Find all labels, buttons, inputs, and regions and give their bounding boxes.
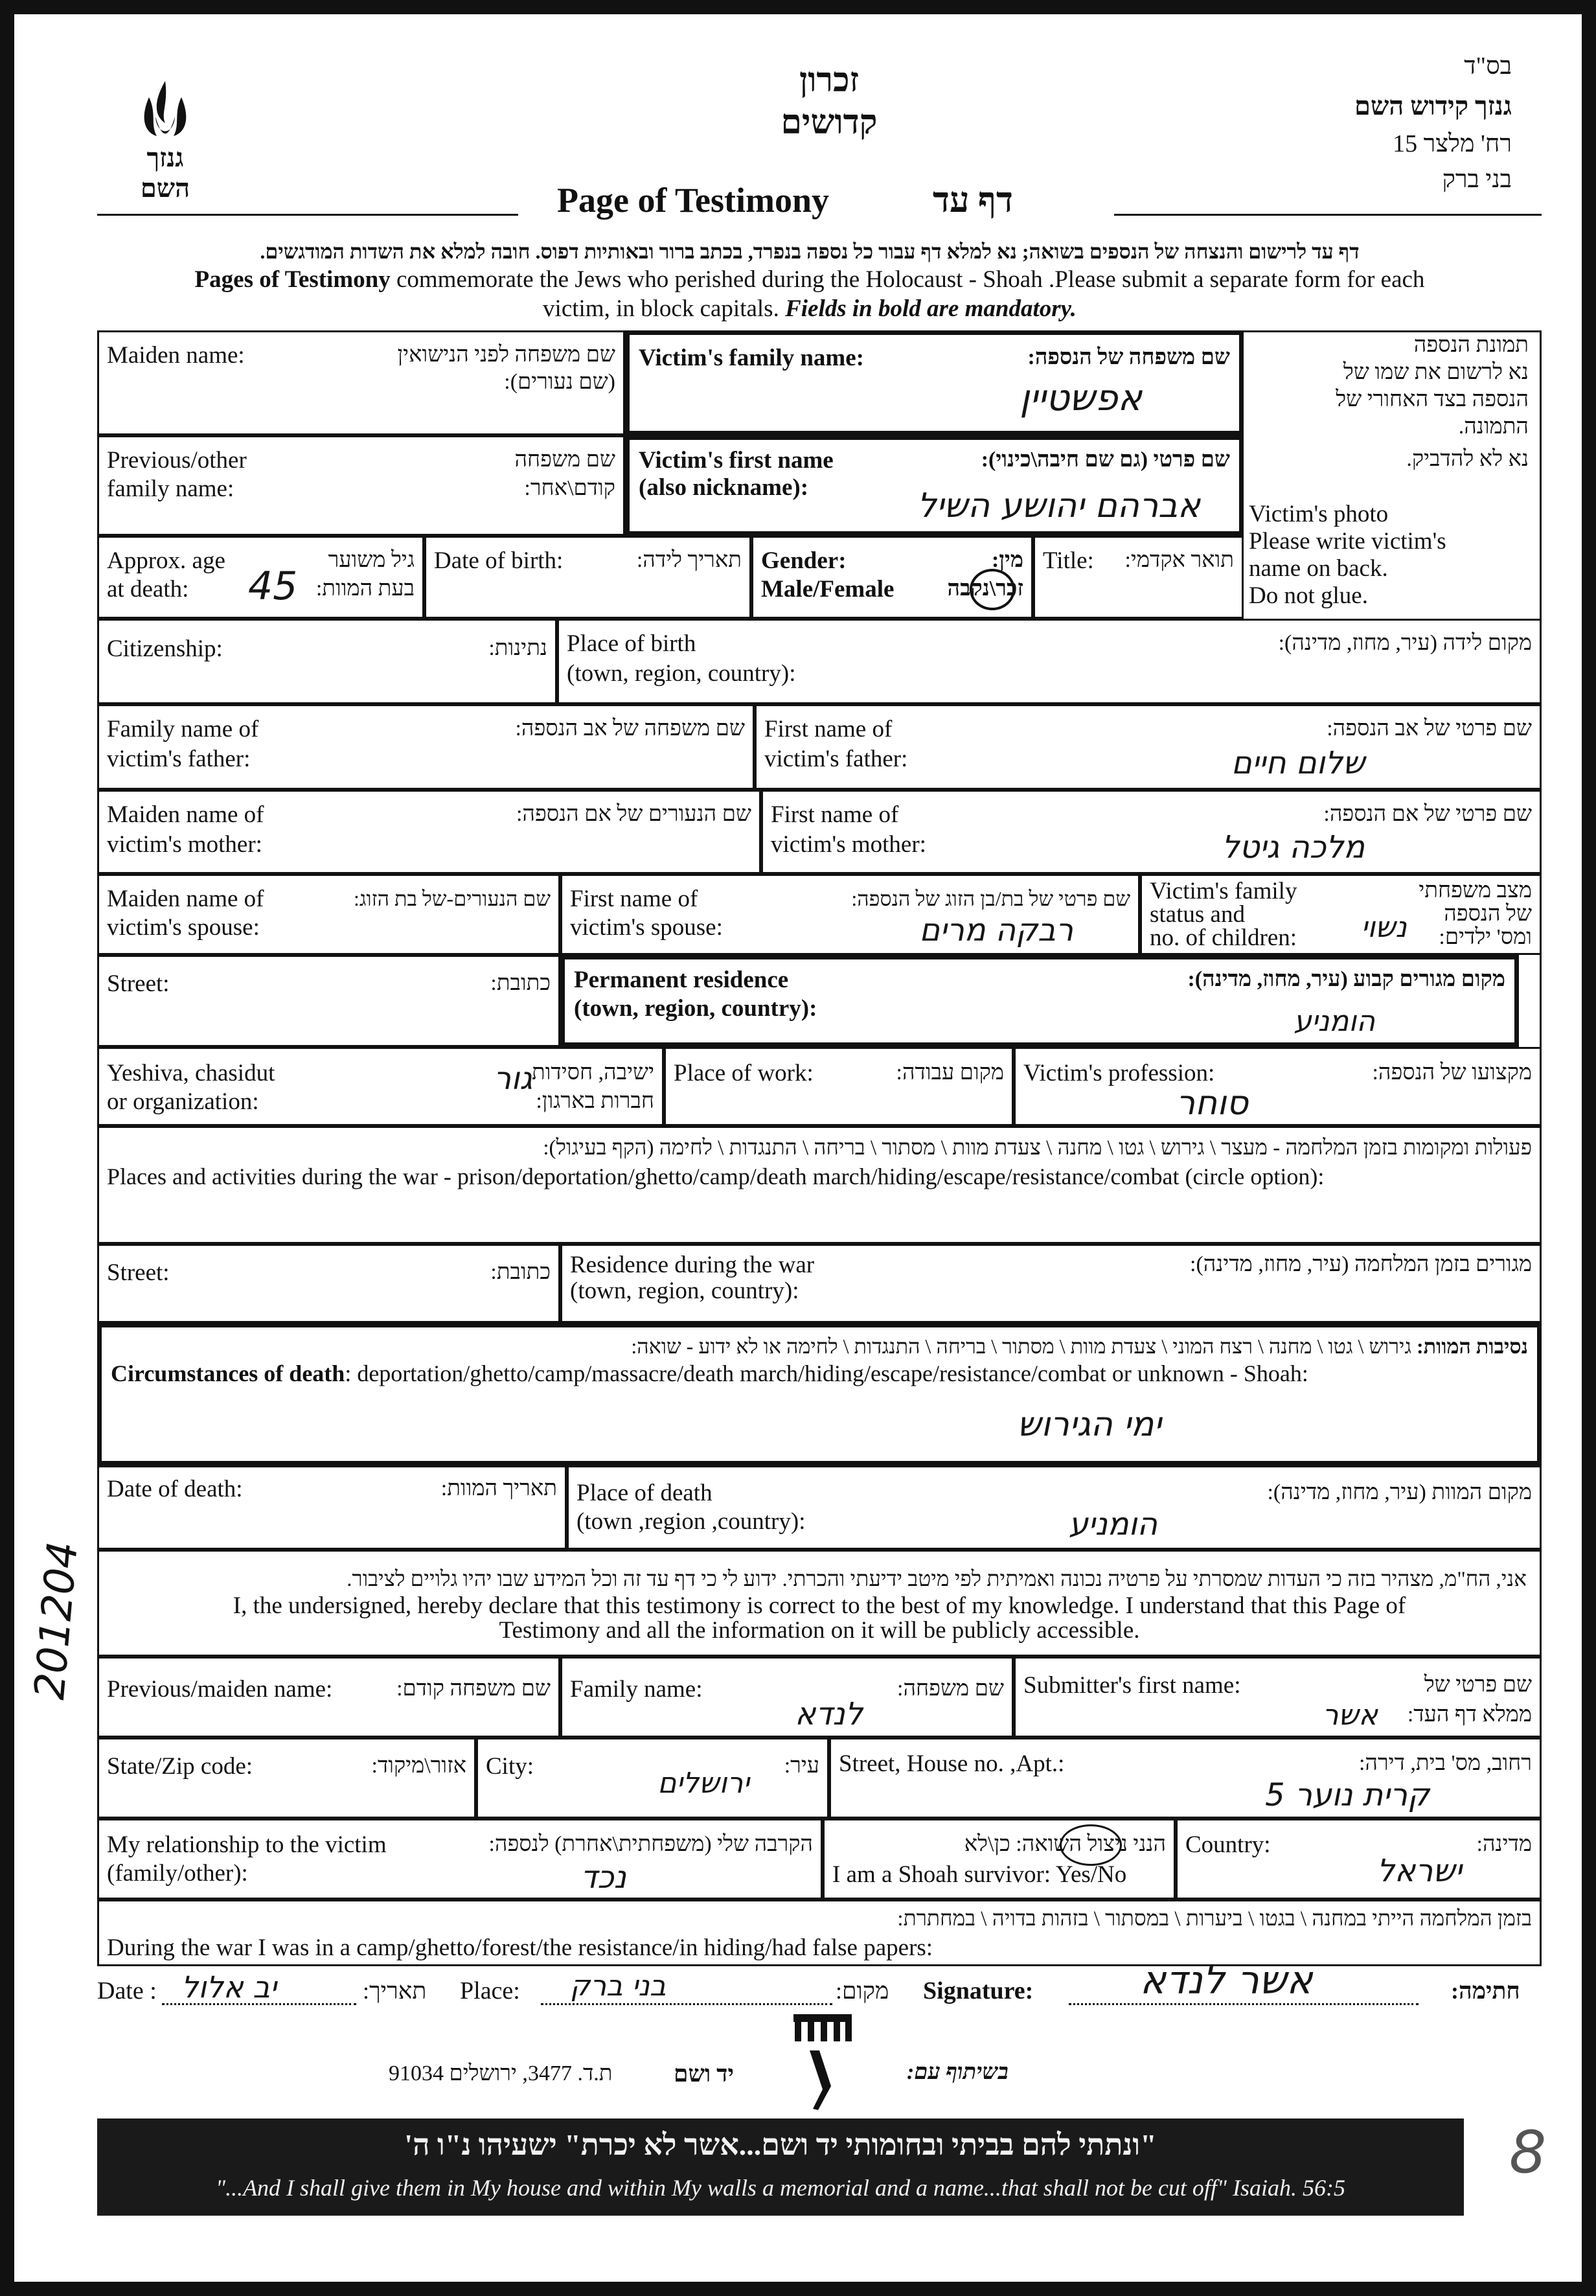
father-first-label-1: First name of [764, 716, 893, 742]
permanent-residence-label-2: (town, region, country): [574, 995, 817, 1022]
intro-english-line1 [97, 266, 1522, 293]
death-date-label-he: תאריך המוות: [440, 1476, 557, 1500]
yeshiva-label-2: or organization: [107, 1088, 259, 1115]
country-label-he: מדינה: [1476, 1832, 1532, 1856]
spouse-first-cell[interactable] [560, 874, 1140, 955]
submitter-street-cell[interactable] [829, 1738, 1542, 1819]
father-first-cell[interactable] [755, 704, 1542, 790]
submitter-family-label: Family name: [570, 1676, 703, 1703]
circumstances-label-rest: : deportation/ghetto/camp/massacre/death march/hiding/escape/resistance/combat or unknown - Shoah: [345, 1360, 1308, 1386]
maiden-name-label-he-1: שם משפחה לפני הנישואין [397, 343, 615, 367]
work-cell[interactable] [664, 1047, 1014, 1126]
war-residence-cell[interactable] [560, 1244, 1542, 1323]
relationship-cell[interactable] [97, 1819, 823, 1900]
photo-he-1: תמונת הנספה [1413, 333, 1529, 357]
previous-family-name-cell[interactable] [97, 435, 625, 536]
dob-label-he: תאריך לידה: [636, 548, 742, 572]
permanent-residence-cell[interactable] [560, 955, 1519, 1047]
victim-first-name-label-1: Victim's first name [639, 447, 834, 474]
yeshiva-label-he-2: חברות בארגון: [536, 1089, 654, 1113]
spouse-first-value[interactable]: רבקה מרים [919, 912, 1073, 948]
photo-en-4: Do not glue. [1249, 582, 1368, 609]
dob-label: Date of birth: [434, 547, 564, 574]
family-status-label-he-1: מצב משפחתי [1419, 878, 1532, 902]
submitter-prev-name-label-he: שם משפחה קודם: [396, 1677, 551, 1701]
survivor-circle-mark[interactable] [1060, 1824, 1122, 1866]
place-of-birth-label-2: (town, region, country): [567, 660, 796, 687]
maiden-name-label-he-2: (שם נעורים): [504, 370, 615, 394]
logo-text: גנזך השם [140, 143, 190, 203]
war-place-cell[interactable] [97, 1900, 1542, 1966]
circumstances-label-bold: Circumstances of death [111, 1360, 345, 1386]
father-family-label-2: victim's father: [107, 746, 251, 772]
age-value[interactable]: 45 [248, 564, 298, 609]
family-status-label-1: Victim's family [1150, 878, 1297, 904]
margin-note-right: 8 [1509, 2118, 1547, 2187]
country-cell[interactable] [1176, 1819, 1542, 1900]
war-place-label: During the war I was in a camp/ghetto/forest/the resistance/in hiding/had false papers: [107, 1934, 933, 1961]
header-zikaron-2: קדושים [781, 104, 878, 141]
father-first-label-he: שם פרטי של אב הנספה: [1327, 717, 1532, 740]
profession-label: Victim's profession: [1023, 1060, 1215, 1086]
death-place-label-2: (town ,region ,country): [576, 1508, 806, 1535]
father-family-label-1: Family name of [107, 716, 259, 742]
header-rule-left [97, 214, 518, 216]
activities-label-he: פעולות ומקומות בזמן המלחמה - מעצר \ גירוש \ גטו \ מחנה \ צעדת מוות \ מסתור \ בריחה \ התנגדות \ לחימה (הקף בעיגול): [543, 1136, 1532, 1160]
family-status-label-2: status and [1150, 901, 1245, 928]
submitter-prev-name-label: Previous/maiden name: [107, 1676, 333, 1703]
victim-family-name-label-he: שם משפחה של הנספה: [1027, 345, 1230, 369]
place-of-birth-cell[interactable] [557, 619, 1542, 704]
relationship-label-1: My relationship to the victim [107, 1831, 387, 1858]
death-place-cell[interactable] [567, 1465, 1542, 1550]
org-city: בני ברק [1442, 166, 1512, 193]
mother-first-value[interactable]: מלכה גיטל [1222, 829, 1365, 866]
submitter-first-cell[interactable] [1014, 1657, 1542, 1738]
margin-note-left: 201204 [26, 1539, 88, 1702]
photo-area[interactable] [1244, 330, 1542, 615]
zip-cell[interactable] [97, 1738, 476, 1819]
war-street-cell[interactable] [97, 1244, 560, 1323]
mother-maiden-label-he: שם הנעורים של אם הנספה: [516, 802, 751, 826]
yeshiva-label-he-1: ישיבה, חסידות [531, 1061, 654, 1085]
declaration-cell [97, 1550, 1542, 1657]
war-residence-label-2: (town, region, country): [570, 1278, 799, 1304]
spouse-first-label-1: First name of [570, 886, 698, 912]
age-label-he-2: בעת המוות: [315, 577, 415, 601]
signature-value[interactable]: אשר לנדא [1140, 1958, 1313, 2003]
zip-label-he: אזור\מיקוד: [371, 1754, 466, 1778]
submitter-street-label: Street, House no. ,Apt.: [839, 1751, 1065, 1777]
relationship-value[interactable]: נכד [580, 1859, 626, 1896]
photo-en-3: name on back. [1249, 555, 1388, 582]
intro-english-line2 [97, 295, 1522, 323]
death-place-label-he: מקום המוות (עיר, מחוז, מדינה): [1267, 1480, 1532, 1504]
place-value[interactable]: בני ברק [570, 1969, 667, 2003]
title-label: Title: [1043, 547, 1094, 574]
zip-label: State/Zip code: [107, 1753, 253, 1780]
profession-value[interactable]: סוחר [1176, 1084, 1248, 1123]
city-cell[interactable] [476, 1738, 829, 1819]
city-label: City: [486, 1753, 534, 1780]
war-street-label-he: כתובת: [490, 1260, 551, 1284]
spouse-maiden-label-2: victim's spouse: [107, 914, 260, 941]
survivor-label-he: הנני ניצול השואה: כן\לא [964, 1832, 1166, 1856]
signature-label-he: חתימה: [1451, 1978, 1520, 2004]
war-street-label: Street: [107, 1259, 170, 1286]
previous-family-label-he-2: קודם\אחר: [524, 476, 615, 500]
submitter-street-label-he: רחוב, מס' בית, דירה: [1358, 1751, 1532, 1775]
gender-label-1: Gender: [761, 547, 847, 574]
yad-vashem-name: יד ושם [674, 2061, 734, 2087]
death-place-value[interactable]: הומניע [1068, 1506, 1157, 1543]
country-value[interactable]: ישראל [1376, 1853, 1462, 1889]
logo [117, 78, 214, 203]
age-label-1: Approx. age [107, 547, 225, 574]
work-label: Place of work: [674, 1060, 814, 1086]
circumstances-label [111, 1360, 1308, 1388]
gender-label-he-2: זכר\נקבה [947, 577, 1023, 601]
banner-english: "...And I shall give them in My house and within My walls a memorial and a name...that shall not be cut off" Isaiah. 56:5 [215, 2175, 1346, 2201]
intro-english-line2-text: victim, in block capitals. [543, 295, 786, 322]
family-status-cell[interactable] [1140, 874, 1542, 955]
activities-label: Places and activities during the war - prison/deportation/ghetto/camp/death march/hiding/escape/resistance/combat (circle option): [107, 1164, 1325, 1189]
spouse-first-label-he: שם פרטי של בת/בן הזוג של הנספה: [851, 887, 1130, 910]
war-residence-label-1: Residence during the war [570, 1252, 815, 1278]
date-label-he: תאריך: [363, 1978, 427, 2004]
previous-family-label-1: Previous/other [107, 447, 247, 474]
circumstances-label-he-bold: נסיבות המוות: [1416, 1335, 1528, 1358]
mother-first-label-he: שם פרטי של אם הנספה: [1323, 802, 1532, 826]
father-family-cell[interactable] [97, 704, 755, 790]
submitter-family-cell[interactable] [560, 1657, 1014, 1738]
previous-family-label-2: family name: [107, 476, 234, 502]
intro-english-rest: commemorate the Jews who perished during the Holocaust - Shoah .Please submit a separate form for each [390, 266, 1425, 293]
age-cell[interactable] [97, 536, 424, 619]
death-date-cell[interactable] [97, 1465, 567, 1550]
yad-vashem-address: ת.ד. 3477, ירושלים 91034 [389, 2061, 613, 2085]
photo-he-2: נא לרשום את שמו של [1343, 360, 1529, 384]
place-of-birth-label-he: מקום לידה (עיר, מחוז, מדינה): [1278, 631, 1532, 655]
photo-he-3: הנספה בצד האחורי של [1336, 387, 1529, 411]
street-label: Street: [107, 970, 170, 997]
war-place-label-he: בזמן המלחמה הייתי במחנה \ בגטו \ ביערות \ במסתור \ בזהות בדויה \ במחתרת: [897, 1907, 1532, 1931]
family-status-value[interactable]: נשוי [1361, 911, 1407, 944]
mother-maiden-cell[interactable] [97, 790, 761, 874]
submitter-first-label-he-2: ממלא דף העד: [1407, 1703, 1532, 1727]
spouse-first-label-2: victim's spouse: [570, 914, 723, 941]
circumstances-cell[interactable] [97, 1323, 1542, 1465]
previous-family-label-he-1: שם משפחה [514, 448, 615, 472]
survivor-cell[interactable] [823, 1819, 1176, 1900]
maiden-name-label: Maiden name: [107, 342, 245, 369]
victim-first-name-value[interactable]: אברהם יהושע השיל [917, 487, 1200, 525]
submitter-first-label-he-1: שם פרטי של [1424, 1673, 1532, 1697]
mother-first-label-2: victim's mother: [771, 831, 926, 858]
victim-family-name-label: Victim's family name: [639, 345, 864, 371]
gender-circle-mark[interactable] [970, 569, 1015, 610]
place-of-birth-label-1: Place of birth [567, 630, 696, 657]
yeshiva-label-1: Yeshiva, chasidut [107, 1060, 275, 1086]
photo-en-2: Please write victim's [1249, 528, 1446, 555]
title-cell[interactable] [1033, 536, 1244, 619]
gender-label-2: Male/Female [761, 576, 895, 603]
circumstances-label-he [631, 1333, 1528, 1360]
maiden-name-cell[interactable] [97, 330, 625, 435]
header-zikaron-1: זכרון [799, 62, 859, 99]
death-date-label: Date of death: [107, 1476, 243, 1502]
submitter-family-label-he: שם משפחה: [897, 1677, 1004, 1701]
submitter-first-value[interactable]: אשר [1322, 1699, 1378, 1732]
page-title: Page of Testimony [557, 181, 830, 220]
age-label-he-1: גיל משוער [328, 548, 415, 572]
permanent-residence-value[interactable]: הומניע [1294, 1005, 1375, 1038]
citizenship-label-he: נתינות: [488, 636, 547, 660]
permanent-residence-label-1: Permanent residence [574, 967, 789, 993]
family-status-label-3: no. of children: [1150, 924, 1297, 951]
circumstances-value[interactable]: ימי הגירוש [1017, 1405, 1161, 1444]
place-label-he: מקום: [836, 1978, 889, 2004]
citizenship-cell[interactable] [97, 619, 557, 704]
header-bsd: בס"ד [1464, 52, 1512, 80]
intro-mandatory-note: Fields in bold are mandatory. [785, 295, 1077, 322]
victim-family-name-value[interactable]: אפשטיין [1020, 377, 1142, 419]
victim-family-name-cell[interactable] [625, 330, 1244, 435]
city-value[interactable]: ירושלים [657, 1767, 749, 1800]
spouse-maiden-label-he: שם הנעורים-של בת הזוג: [354, 887, 551, 910]
quote-banner [97, 2118, 1464, 2216]
org-address: רח' מלצר 15 [1393, 130, 1512, 157]
family-status-label-he-3: ומס' ילדים: [1439, 925, 1532, 949]
family-status-label-he-2: של הנספה [1444, 902, 1532, 926]
submitter-first-label: Submitter's first name: [1023, 1672, 1241, 1699]
submitter-prev-name-cell[interactable] [97, 1657, 560, 1738]
spouse-maiden-label-1: Maiden name of [107, 886, 264, 912]
photo-he-5: נא לא להדביק. [1406, 447, 1529, 471]
place-label: Place: [460, 1977, 520, 2004]
survivor-label: I am a Shoah survivor: Yes/No [832, 1861, 1127, 1888]
intro-english-bold: Pages of Testimony [194, 266, 391, 293]
city-label-he: עיר: [784, 1754, 819, 1778]
signature-label: Signature: [923, 1977, 1034, 2004]
street-cell[interactable] [97, 955, 560, 1047]
activities-cell[interactable] [97, 1126, 1542, 1244]
yad-vashem-logo [781, 2012, 865, 2115]
photo-he-4: התמונה. [1458, 415, 1529, 439]
mother-maiden-label-2: victim's mother: [107, 831, 262, 858]
org-name: גנזך קידוש השם [1354, 91, 1512, 121]
relationship-label-he: הקרבה שלי (משפחתית\אחרת) לנספה: [488, 1832, 813, 1856]
photo-en-1: Victim's photo [1249, 501, 1389, 527]
date-value[interactable]: יב אלול [181, 1969, 277, 2004]
father-first-label-2: victim's father: [764, 746, 908, 772]
date-label: Date : [97, 1977, 157, 2004]
page-title-hebrew: דף עד [933, 181, 1013, 220]
declaration-english-2: Testimony and all the information on it will be publicly accessible. [499, 1617, 1140, 1644]
title-label-he: תואר אקדמי: [1124, 548, 1234, 572]
death-place-label-1: Place of death [576, 1480, 712, 1506]
father-first-value[interactable]: שלום חיים [1231, 745, 1365, 781]
gender-label-he-1: מין: [991, 548, 1023, 572]
circumstances-label-he-rest: גירוש \ גטו \ מחנה \ רצח המוני \ צעדת מוות \ מסתור \ בריחה \ התנגדות \ לחימה או לא ידוע - שואה: [631, 1335, 1417, 1358]
gender-cell[interactable] [751, 536, 1033, 619]
country-label: Country: [1185, 1831, 1271, 1858]
street-label-he: כתובת: [490, 971, 551, 995]
victim-first-name-label-2: (also nickname): [639, 474, 809, 501]
declaration-english-1: I, the undersigned, hereby declare that this testimony is correct to the best of my knowledge. I understand that this Page of [233, 1592, 1406, 1619]
spouse-maiden-cell[interactable] [97, 874, 560, 955]
yeshiva-cell[interactable] [97, 1047, 664, 1126]
submitter-family-value[interactable]: לנדא [795, 1696, 863, 1732]
father-family-label-he: שם משפחה של אב הנספה: [515, 717, 745, 740]
profession-label-he: מקצועו של הנספה: [1372, 1061, 1532, 1085]
permanent-residence-label-he: מקום מגורים קבוע (עיר, מחוז, מדינה): [1187, 967, 1505, 991]
victim-first-name-cell[interactable] [625, 435, 1244, 536]
mother-first-cell[interactable] [761, 790, 1542, 874]
mother-first-label-1: First name of [771, 801, 899, 828]
relationship-label-2: (family/other): [107, 1860, 248, 1887]
submitter-street-value[interactable]: קרית נוער 5 [1265, 1777, 1430, 1813]
header-rule-right [1114, 214, 1542, 216]
declaration-hebrew: אני, הח"מ, מצהיר בזה כי העדות שמסרתי על פרטיה נכונה ואמיתית לפי מיטב ידיעתי והכרתי. ידוע לי כי דף עד זה וכל המידע שבו יהיו גלויים לציבור. [347, 1568, 1527, 1591]
cooperation-label: בשיתוף עם: [907, 2060, 1009, 2084]
victim-first-name-label-he: שם פרטי (גם שם חיבה\כינוי): [981, 448, 1230, 472]
mother-maiden-label-1: Maiden name of [107, 801, 264, 828]
dob-cell[interactable] [424, 536, 751, 619]
citizenship-label: Citizenship: [107, 636, 223, 662]
yeshiva-value[interactable]: גור [494, 1061, 532, 1097]
intro-hebrew: דף עד לרישום והנצחה של הנספים בשואה; נא למלא דף עבור כל נספה בנפרד, בכתב ברור ובאותיות דפוס. חובה למלא את השדות המודגשים. [260, 240, 1360, 263]
profession-cell[interactable] [1014, 1047, 1542, 1126]
war-residence-label-he: מגורים בזמן המלחמה (עיר, מחוז, מדינה): [1190, 1252, 1532, 1276]
work-label-he: מקום עבודה: [896, 1061, 1004, 1085]
age-label-2: at death: [107, 576, 189, 603]
banner-hebrew: "ונתתי להם בביתי ובחומותי יד ושם...אשר לא יכרת" ישעיהו נ"ו ה' [404, 2128, 1157, 2161]
